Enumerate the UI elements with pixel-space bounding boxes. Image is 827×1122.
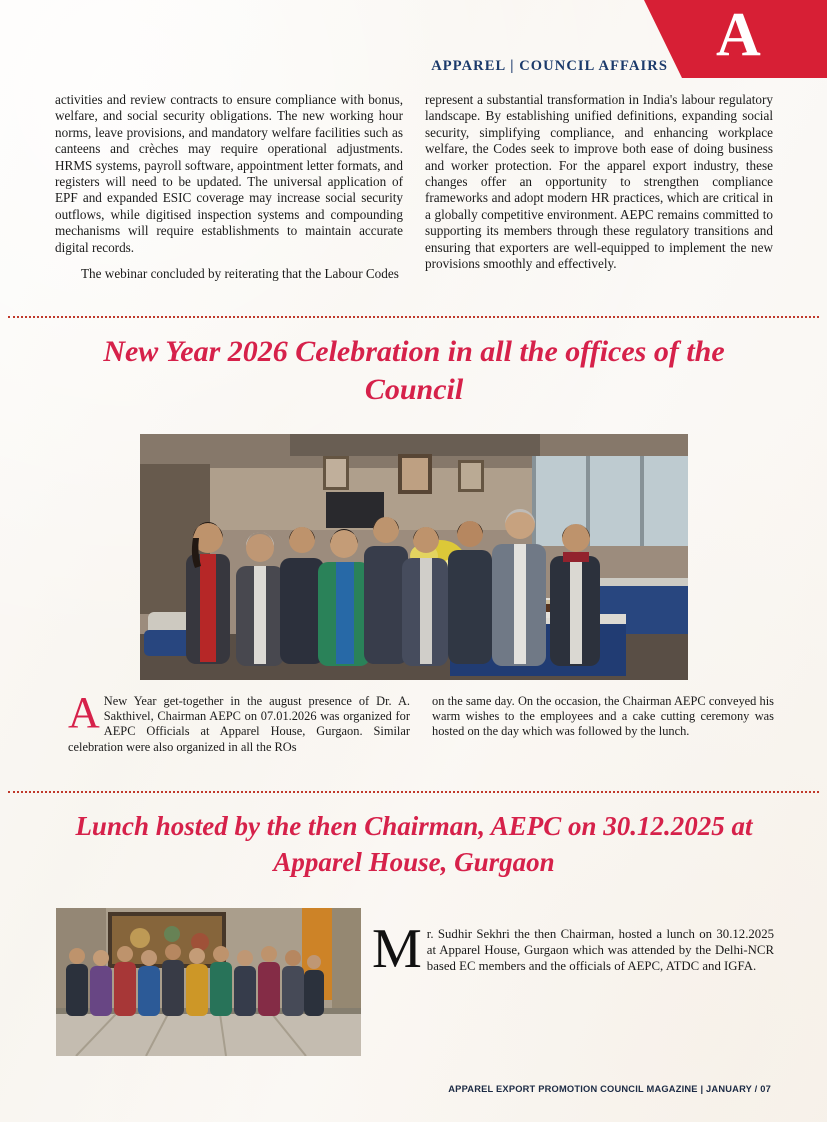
new-year-caption xyxy=(68,688,774,755)
paragraph: on the same day. On the occasion, the Chairman AEPC conveyed his warm wishes to the employees and a cake cutting ceremony was hosted on the day which was followed by the lunch. xyxy=(432,694,774,739)
paragraph: activities and review contracts to ensure compliance with bonus, welfare, and social security obligations. The new working hour norms, leave provisions, and mandatory welfare facilities such as canteens and crèches may require operational adjustments. HRMS systems, payroll software, appointment letter formats, and registers will need to be updated. The universal application of EPF and expanded ESIC coverage may increase social security outflows, while digitised inspection systems and compounding mechanisms will require establishments to maintain accurate digital records. xyxy=(55,92,403,255)
brand-logo-flag xyxy=(682,0,827,78)
caption-left-column xyxy=(68,688,410,755)
top-article xyxy=(55,92,773,292)
section-title-new-year: New Year 2026 Celebration in all the offices of the Council xyxy=(103,335,725,406)
top-article-right-column xyxy=(425,92,773,292)
footer-text: APPAREL EXPORT PROMOTION COUNCIL MAGAZINE | JANUARY / xyxy=(448,1084,758,1094)
logo-letter-a: A xyxy=(716,1,760,69)
photo-new-year-celebration xyxy=(140,434,688,680)
paragraph: represent a substantial transformation in India's labour regulatory landscape. By establishing unified definitions, expanding social security, simplifying compliance, and enhancing workplace welfare, the Codes seek to improve both ease of doing business and worker protection. For the apparel export industry, these changes offer an opportunity to strengthen compliance frameworks and adopt modern HR practices, which are critical in a globally competitive environment. AEPC remains committed to supporting its members through these regulatory transitions and ensuring that exporters are well-equipped to implement the new provisions smoothly and effectively. xyxy=(425,92,773,272)
section-divider xyxy=(8,791,819,793)
photo-lunch-illustration xyxy=(56,908,361,1056)
page-number: 07 xyxy=(760,1084,771,1094)
caption-left-text: New Year get-together in the august presence of Dr. A. Sakthivel, Chairman AEPC on 07.01.2026 was organized for AEPC Officials at Apparel House, Gurgaon. Similar celebration were also organized in all the ROs xyxy=(68,694,410,754)
dropcap-m: M xyxy=(372,918,422,980)
paragraph: The webinar concluded by reiterating that the Labour Codes xyxy=(81,266,399,282)
top-article-left-column xyxy=(55,92,403,292)
page-header-title: APPAREL | COUNCIL AFFAIRS xyxy=(431,58,668,74)
lunch-paragraph xyxy=(372,918,774,980)
caption-right-column xyxy=(432,694,774,755)
photo-new-year-illustration xyxy=(140,434,688,680)
page-footer xyxy=(448,1084,771,1094)
photo-lunch-apparel-house xyxy=(56,908,361,1056)
dropcap-a: A xyxy=(68,688,100,737)
lunch-body-text: r. Sudhir Sekhri the then Chairman, hosted a lunch on 30.12.2025 at Apparel House, Gurgaon which was attended by the Delhi-NCR based EC members and the officials of AEPC, ATDC and IGFA. xyxy=(426,927,774,974)
section-divider xyxy=(8,316,819,318)
section-title-lunch: Lunch hosted by the then Chairman, AEPC on 30.12.2025 at Apparel House, Gurgaon xyxy=(75,811,753,877)
paragraph xyxy=(68,688,410,755)
